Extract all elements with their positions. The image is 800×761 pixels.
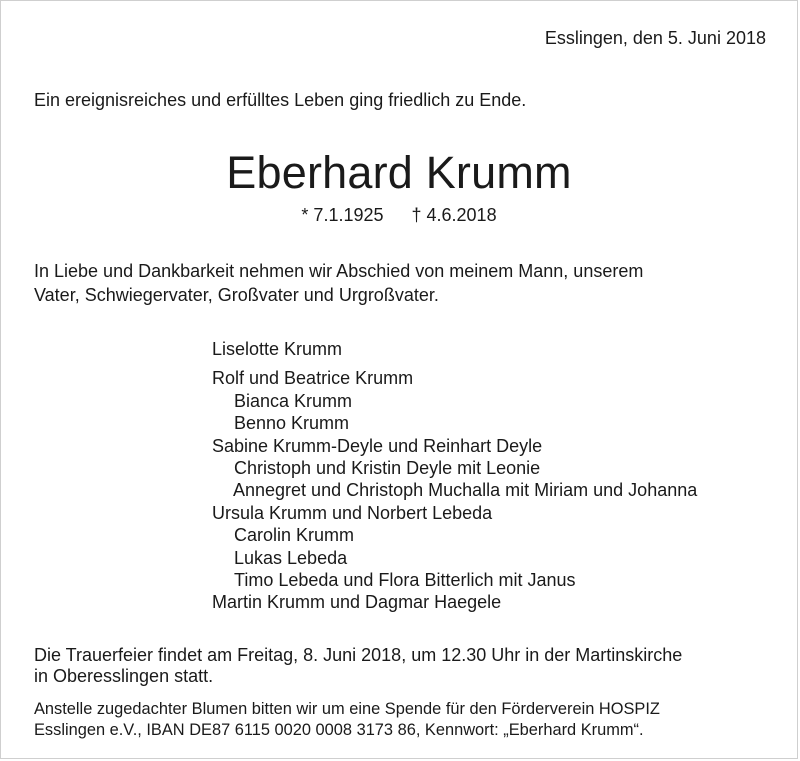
- farewell-line: Vater, Schwiegervater, Großvater und Urgroßvater.: [34, 285, 439, 305]
- birth-date: * 7.1.1925: [301, 205, 384, 225]
- deceased-name: Eberhard Krumm: [226, 147, 572, 198]
- farewell-line: In Liebe und Dankbarkeit nehmen wir Abschied von meinem Mann, unserem: [34, 261, 644, 281]
- donation-line: Esslingen e.V., IBAN DE87 6115 0020 0008 3173 86, Kennwort: „Eberhard Krumm“.: [34, 721, 644, 739]
- mourners-list: [212, 338, 697, 614]
- farewell-text: [34, 259, 643, 307]
- mourner-grandchild: Lukas Lebeda: [234, 547, 348, 568]
- mourner-family-head: Martin Krumm und Dagmar Haegele: [212, 592, 502, 613]
- mourner-grandchild: Annegret und Christoph Muchalla mit Miriam und Johanna: [233, 480, 698, 501]
- mourner-grandchild: Carolin Krumm: [234, 525, 355, 546]
- service-line: Die Trauerfeier findet am Freitag, 8. Juni 2018, um 12.30 Uhr in der Martinskirche: [34, 645, 683, 665]
- donation-line: Anstelle zugedachter Blumen bitten wir um eine Spende für den Förderverein HOSPIZ: [34, 700, 660, 718]
- service-line: in Oberesslingen statt.: [34, 666, 214, 686]
- funeral-service-info: [34, 645, 682, 687]
- mourner-grandchild: Bianca Krumm: [234, 390, 353, 411]
- death-date: † 4.6.2018: [411, 205, 497, 225]
- intro-text: Ein ereignisreiches und erfülltes Leben ging friedlich zu Ende.: [34, 90, 527, 110]
- life-dates: [1, 205, 797, 226]
- mourner-grandchild: Timo Lebeda und Flora Bitterlich mit Janus: [234, 569, 576, 590]
- donation-info: [34, 699, 660, 741]
- place-date: Esslingen, den 5. Juni 2018: [544, 28, 766, 48]
- mourner-grandchild: Christoph und Kristin Deyle mit Leonie: [234, 457, 541, 478]
- mourner-family-head: Sabine Krumm-Deyle und Reinhart Deyle: [212, 435, 543, 456]
- mourner-family-head: Rolf und Beatrice Krumm: [212, 368, 414, 389]
- mourner-family-head: Ursula Krumm und Norbert Lebeda: [212, 502, 493, 523]
- mourner-spouse: Liselotte Krumm: [212, 339, 343, 359]
- mourner-grandchild: Benno Krumm: [234, 413, 350, 434]
